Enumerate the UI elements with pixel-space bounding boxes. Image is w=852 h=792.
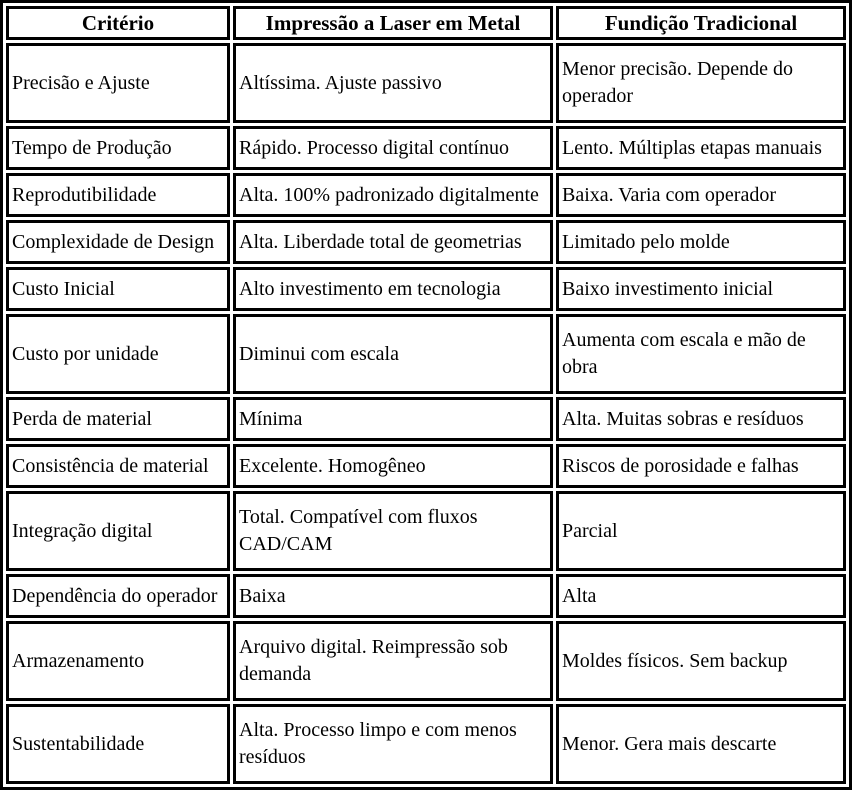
criterio-cell: Tempo de Produção	[6, 126, 230, 170]
header-impressao-laser: Impressão a Laser em Metal	[233, 6, 553, 40]
criterio-cell: Custo Inicial	[6, 267, 230, 311]
table-row	[6, 220, 846, 264]
criterio-cell: Custo por unidade	[6, 314, 230, 394]
fundicao-cell: Menor. Gera mais descarte	[556, 704, 846, 784]
table-row	[6, 704, 846, 784]
fundicao-cell: Baixa. Varia com operador	[556, 173, 846, 217]
header-row	[6, 6, 846, 40]
laser-cell: Alta. 100% padronizado digitalmente	[233, 173, 553, 217]
criterio-cell: Dependência do operador	[6, 574, 230, 618]
table-row	[6, 43, 846, 123]
laser-cell: Excelente. Homogêneo	[233, 444, 553, 488]
table-row	[6, 491, 846, 571]
table-row	[6, 267, 846, 311]
header-fundicao: Fundição Tradicional	[556, 6, 846, 40]
criterio-cell: Sustentabilidade	[6, 704, 230, 784]
fundicao-cell: Alta	[556, 574, 846, 618]
fundicao-cell: Parcial	[556, 491, 846, 571]
table-row	[6, 126, 846, 170]
fundicao-cell: Limitado pelo molde	[556, 220, 846, 264]
table-row	[6, 574, 846, 618]
criterio-cell: Integração digital	[6, 491, 230, 571]
fundicao-cell: Baixo investimento inicial	[556, 267, 846, 311]
header-criterio: Critério	[6, 6, 230, 40]
laser-cell: Alta. Processo limpo e com menos resíduos	[233, 704, 553, 784]
laser-cell: Mínima	[233, 397, 553, 441]
table-row	[6, 314, 846, 394]
table-row	[6, 173, 846, 217]
table-row	[6, 444, 846, 488]
laser-cell: Total. Compatível com fluxos CAD/CAM	[233, 491, 553, 571]
fundicao-cell: Alta. Muitas sobras e resíduos	[556, 397, 846, 441]
fundicao-cell: Lento. Múltiplas etapas manuais	[556, 126, 846, 170]
criterio-cell: Consistência de material	[6, 444, 230, 488]
criterio-cell: Reprodutibilidade	[6, 173, 230, 217]
fundicao-cell: Aumenta com escala e mão de obra	[556, 314, 846, 394]
criterio-cell: Complexidade de Design	[6, 220, 230, 264]
comparison-table	[3, 3, 849, 787]
laser-cell: Alta. Liberdade total de geometrias	[233, 220, 553, 264]
laser-cell: Arquivo digital. Reimpressão sob demanda	[233, 621, 553, 701]
fundicao-cell: Moldes físicos. Sem backup	[556, 621, 846, 701]
laser-cell: Rápido. Processo digital contínuo	[233, 126, 553, 170]
criterio-cell: Precisão e Ajuste	[6, 43, 230, 123]
criterio-cell: Perda de material	[6, 397, 230, 441]
laser-cell: Diminui com escala	[233, 314, 553, 394]
laser-cell: Altíssima. Ajuste passivo	[233, 43, 553, 123]
fundicao-cell: Riscos de porosidade e falhas	[556, 444, 846, 488]
fundicao-cell: Menor precisão. Depende do operador	[556, 43, 846, 123]
laser-cell: Baixa	[233, 574, 553, 618]
table-row	[6, 397, 846, 441]
laser-cell: Alto investimento em tecnologia	[233, 267, 553, 311]
table-row	[6, 621, 846, 701]
criterio-cell: Armazenamento	[6, 621, 230, 701]
